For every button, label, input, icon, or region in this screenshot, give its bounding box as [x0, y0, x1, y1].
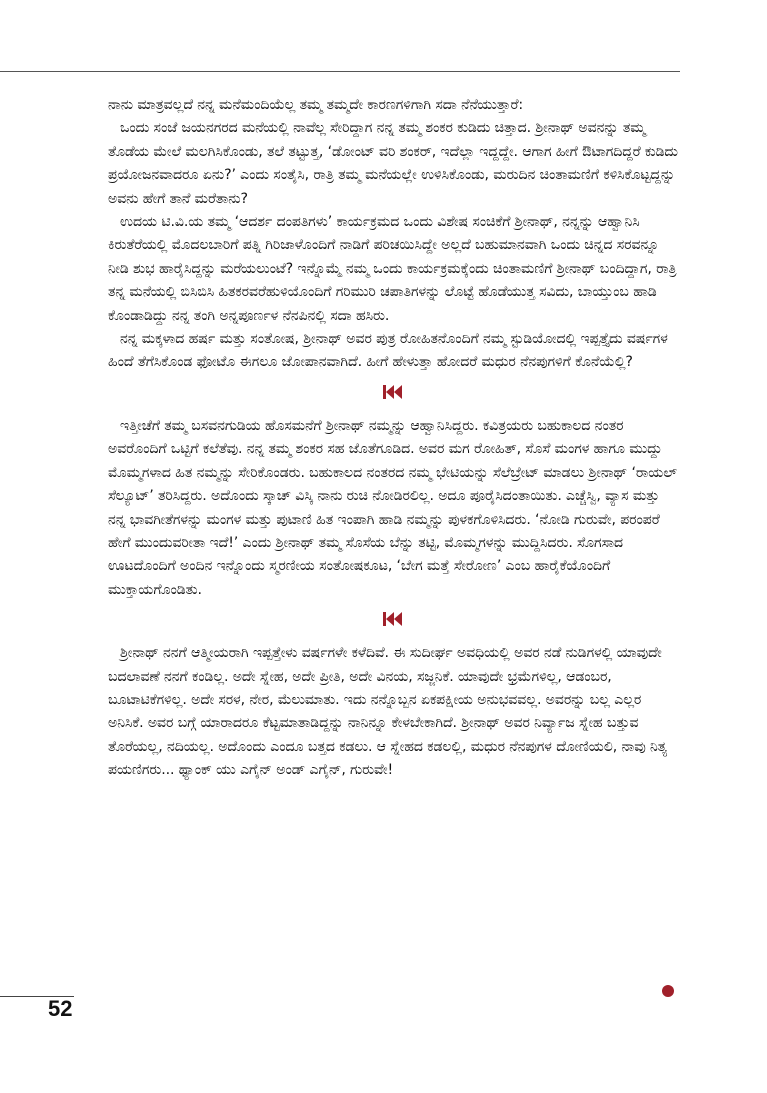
page-body	[108, 94, 680, 783]
paragraph: ಇತ್ತೀಚೆಗೆ ತಮ್ಮ ಬಸವನಗುಡಿಯ ಹೊಸಮನೆಗೆ ಶ್ರೀನಾಥ್ ನಮ್ಮನ್ನು ಆಹ್ವಾನಿಸಿದ್ದರು. ಕವಿತ್ರಯರು ಬಹುಕಾಲದ ನಂತರ ಅವರೊಂದಿಗೆ ಒಟ್ಟಿಗೆ ಕಲೆತೆವು. ನನ್ನ ತಮ್ಮ ಶಂಕರ ಸಹ ಜೊತೆಗೂಡಿದ. ಅವರ ಮಗ ರೋಹಿತ್, ಸೊಸೆ ಮಂಗಳ ಹಾಗೂ ಮುದ್ದು ಮೊಮ್ಮಗಳಾದ ಹಿತ ನಮ್ಮನ್ನು ಸೇರಿಕೊಂಡರು. ಬಹುಕಾಲದ ನಂತರದ ನಮ್ಮ ಭೇಟಿಯನ್ನು ಸೆಲೆಬ್ರೇಟ್ ಮಾಡಲು ಶ್ರೀನಾಥ್ ‘ರಾಯಲ್ ಸೆಲ್ಯೂಟ್’ ತರಿಸಿದ್ದರು. ಅದೊಂದು ಸ್ಕಾಚ್ ವಿಸ್ಕಿ ನಾನು ರುಚಿ ನೋಡಿರಲಿಲ್ಲ. ಅದೂ ಪೂರೈಸಿದಂತಾಯಿತು. ಎಚ್ಚೆಸ್ವಿ, ವ್ಯಾಸ ಮತ್ತು ನನ್ನ ಭಾವಗೀತೆಗಳನ್ನು ಮಂಗಳ ಮತ್ತು ಪುಟಾಣಿ ಹಿತ ಇಂಪಾಗಿ ಹಾಡಿ ನಮ್ಮನ್ನು ಪುಳಕಗೊಳಿಸಿದರು. ‘ನೋಡಿ ಗುರುವೇ, ಪರಂಪರೆ ಹೇಗೆ ಮುಂದುವರೀತಾ ಇದೆ!’ ಎಂದು ಶ್ರೀನಾಥ್ ತಮ್ಮ ಸೊಸೆಯ ಬೆನ್ನು ತಟ್ಟಿ, ಮೊಮ್ಮಗಳನ್ನು ಮುದ್ದಿಸಿದರು. ಸೊಗಸಾದ ಊಟದೊಂದಿಗೆ ಅಂದಿನ ಇನ್ನೊಂದು ಸ್ಮರಣೀಯ ಸಂತೋಷಕೂಟ, ‘ಬೇಗ ಮತ್ತೆ ಸೇರೋಣ’ ಎಂಬ ಹಾರೈಕೆಯೊಂದಿಗೆ ಮುಕ್ತಾಯಗೊಂಡಿತು.	[108, 417, 677, 598]
section-divider	[108, 377, 680, 407]
rewind-ornament-icon	[383, 385, 405, 399]
paragraph: ನನ್ನ ಮಕ್ಕಳಾದ ಹರ್ಷ ಮತ್ತು ಸಂತೋಷ, ಶ್ರೀನಾಥ್ ಅವರ ಪುತ್ರ ರೋಹಿತನೊಂದಿಗೆ ನಮ್ಮ ಸ್ಟುಡಿಯೋದಲ್ಲಿ ಇಪ್ಪತ್ತೈದು ವರ್ಷಗಳ ಹಿಂದೆ ತೆಗೆಸಿಕೊಂಡ ಫೋಟೊ ಈಗಲೂ ಜೋಪಾನವಾಗಿದೆ. ಹೀಗೆ ಹೇಳುತ್ತಾ ಹೋದರೆ ಮಧುರ ನೆನಪುಗಳಿಗೆ ಕೊನೆಯೆಲ್ಲಿ?	[108, 331, 668, 371]
paragraph: ನಾನು ಮಾತ್ರವಲ್ಲದೆ ನನ್ನ ಮನೆಮಂದಿಯೆಲ್ಲ ತಮ್ಮ ತಮ್ಮದೇ ಕಾರಣಗಳಿಗಾಗಿ ಸದಾ ನೆನೆಯುತ್ತಾರೆ:	[108, 97, 524, 113]
end-mark-dot-icon	[662, 985, 674, 997]
rewind-ornament-icon	[383, 612, 405, 626]
paragraph: ಉದಯ ಟಿ.ವಿ.ಯ ತಮ್ಮ ‘ಆದರ್ಶ ದಂಪತಿಗಳು’ ಕಾರ್ಯಕ್ರಮದ ಒಂದು ವಿಶೇಷ ಸಂಚಿಕೆಗೆ ಶ್ರೀನಾಥ್, ನನ್ನನ್ನು ಆಹ್ವಾನಿಸಿ ಕಿರುತೆರೆಯಲ್ಲಿ ಮೊದಲಬಾರಿಗೆ ಪತ್ನಿ ಗಿರಿಜಾಳೊಂದಿಗೆ ನಾಡಿಗೆ ಪರಿಚಯಿಸಿದ್ದೇ ಅಲ್ಲದೆ ಬಹುಮಾನವಾಗಿ ಒಂದು ಚಿನ್ನದ ಸರವನ್ನೂ ನೀಡಿ ಶುಭ ಹಾರೈಸಿದ್ದನ್ನು ಮರೆಯಲುಂಟೆ? ಇನ್ನೊಮ್ಮೆ ನಮ್ಮ ಒಂದು ಕಾರ್ಯಕ್ರಮಕ್ಕೆಂದು ಚಿಂತಾಮಣಿಗೆ ಶ್ರೀನಾಥ್ ಬಂದಿದ್ದಾಗ, ರಾತ್ರಿ ತನ್ನ ಮನೆಯಲ್ಲಿ ಬಿಸಿಬಿಸಿ ಹಿತಕರವರೆಹುಳಿಯೊಂದಿಗೆ ಗರಿಮುರಿ ಚಪಾತಿಗಳನ್ನು ಲೊಟ್ಟೆ ಹೊಡೆಯುತ್ತ ಸವಿದು, ಬಾಯ್ತುಂಬ ಹಾಡಿ ಕೊಂಡಾಡಿದ್ದು ನನ್ನ ತಂಗಿ ಅನ್ನಪೂರ್ಣಳ ನೆನಪಿನಲ್ಲಿ ಸದಾ ಹಸಿರು.	[108, 214, 677, 324]
paragraph: ಶ್ರೀನಾಥ್ ನನಗೆ ಆತ್ಮೀಯರಾಗಿ ಇಪ್ಪತ್ತೇಳು ವರ್ಷಗಳೇ ಕಳೆದಿವೆ. ಈ ಸುದೀರ್ಘ ಅವಧಿಯಲ್ಲಿ ಅವರ ನಡೆ ನುಡಿಗಳಲ್ಲಿ ಯಾವುದೇ ಬದಲಾವಣೆ ನನಗೆ ಕಂಡಿಲ್ಲ. ಅದೇ ಸ್ನೇಹ, ಅದೇ ಪ್ರೀತಿ, ಅದೇ ವಿನಯ, ಸಜ್ಜನಿಕೆ. ಯಾವುದೇ ಭ್ರಮೆಗಳಿಲ್ಲ, ಆಡಂಬರ, ಬೂಟಾಟಿಕೆಗಳಿಲ್ಲ. ಅದೇ ಸರಳ, ನೇರ, ಮೆಲುಮಾತು. ಇದು ನನ್ನೊಬ್ಬನ ಏಕಪಕ್ಷೀಯ ಅನುಭವವಲ್ಲ. ಅವರನ್ನು ಬಲ್ಲ ಎಲ್ಲರ ಅನಿಸಿಕೆ. ಅವರ ಬಗ್ಗೆ ಯಾರಾದರೂ ಕೆಟ್ಟಮಾತಾಡಿದ್ದನ್ನು ನಾನಿನ್ನೂ ಕೇಳಬೇಕಾಗಿದೆ. ಶ್ರೀನಾಥ್ ಅವರ ನಿರ್ವ್ಯಾಜ ಸ್ನೇಹ ಬತ್ತುವ ತೊರೆಯಲ್ಲ, ನದಿಯಲ್ಲ. ಅದೊಂದು ಎಂದೂ ಬತ್ತದ ಕಡಲು. ಆ ಸ್ನೇಹದ ಕಡಲಲ್ಲಿ, ಮಧುರ ನೆನಪುಗಳ ದೋಣಿಯಲಿ, ನಾವು ನಿತ್ಯ ಪಯಣಿಗರು... ಥ್ಯಾಂಕ್ ಯು ಎಗೈನ್ ಅಂಡ್ ಎಗೈನ್, ಗುರುವೇ!	[108, 645, 668, 779]
page-number: 52	[48, 996, 73, 1021]
paragraph: ಒಂದು ಸಂಜೆ ಜಯನಗರದ ಮನೆಯಲ್ಲಿ ನಾವೆಲ್ಲ ಸೇರಿದ್ದಾಗ ನನ್ನ ತಮ್ಮ ಶಂಕರ ಕುಡಿದು ಚಿತ್ತಾದ. ಶ್ರೀನಾಥ್ ಅವನನ್ನು ತಮ್ಮ ತೊಡೆಯ ಮೇಲೆ ಮಲಗಿಸಿಕೊಂಡು, ತಲೆ ತಟ್ಟುತ್ತ, ‘ಡೋಂಟ್ ವರಿ ಶಂಕರ್, ಇದೆಲ್ಲಾ ಇದ್ದದ್ದೇ. ಆಗಾಗ ಹೀಗೆ ಔಟಾಗದಿದ್ದರೆ ಕುಡಿದು ಪ್ರಯೋಜನವಾದರೂ ಏನು?’ ಎಂದು ಸಂತೈಸಿ, ರಾತ್ರಿ ತಮ್ಮ ಮನೆಯಲ್ಲೇ ಉಳಿಸಿಕೊಂಡು, ಮರುದಿನ ಚಿಂತಾಮಣಿಗೆ ಕಳಿಸಿಕೊಟ್ಟದ್ದನ್ನು ಅವನು ಹೇಗೆ ತಾನೆ ಮರೆತಾನು?	[108, 120, 678, 207]
top-rule	[0, 71, 680, 72]
section-divider	[108, 604, 680, 634]
